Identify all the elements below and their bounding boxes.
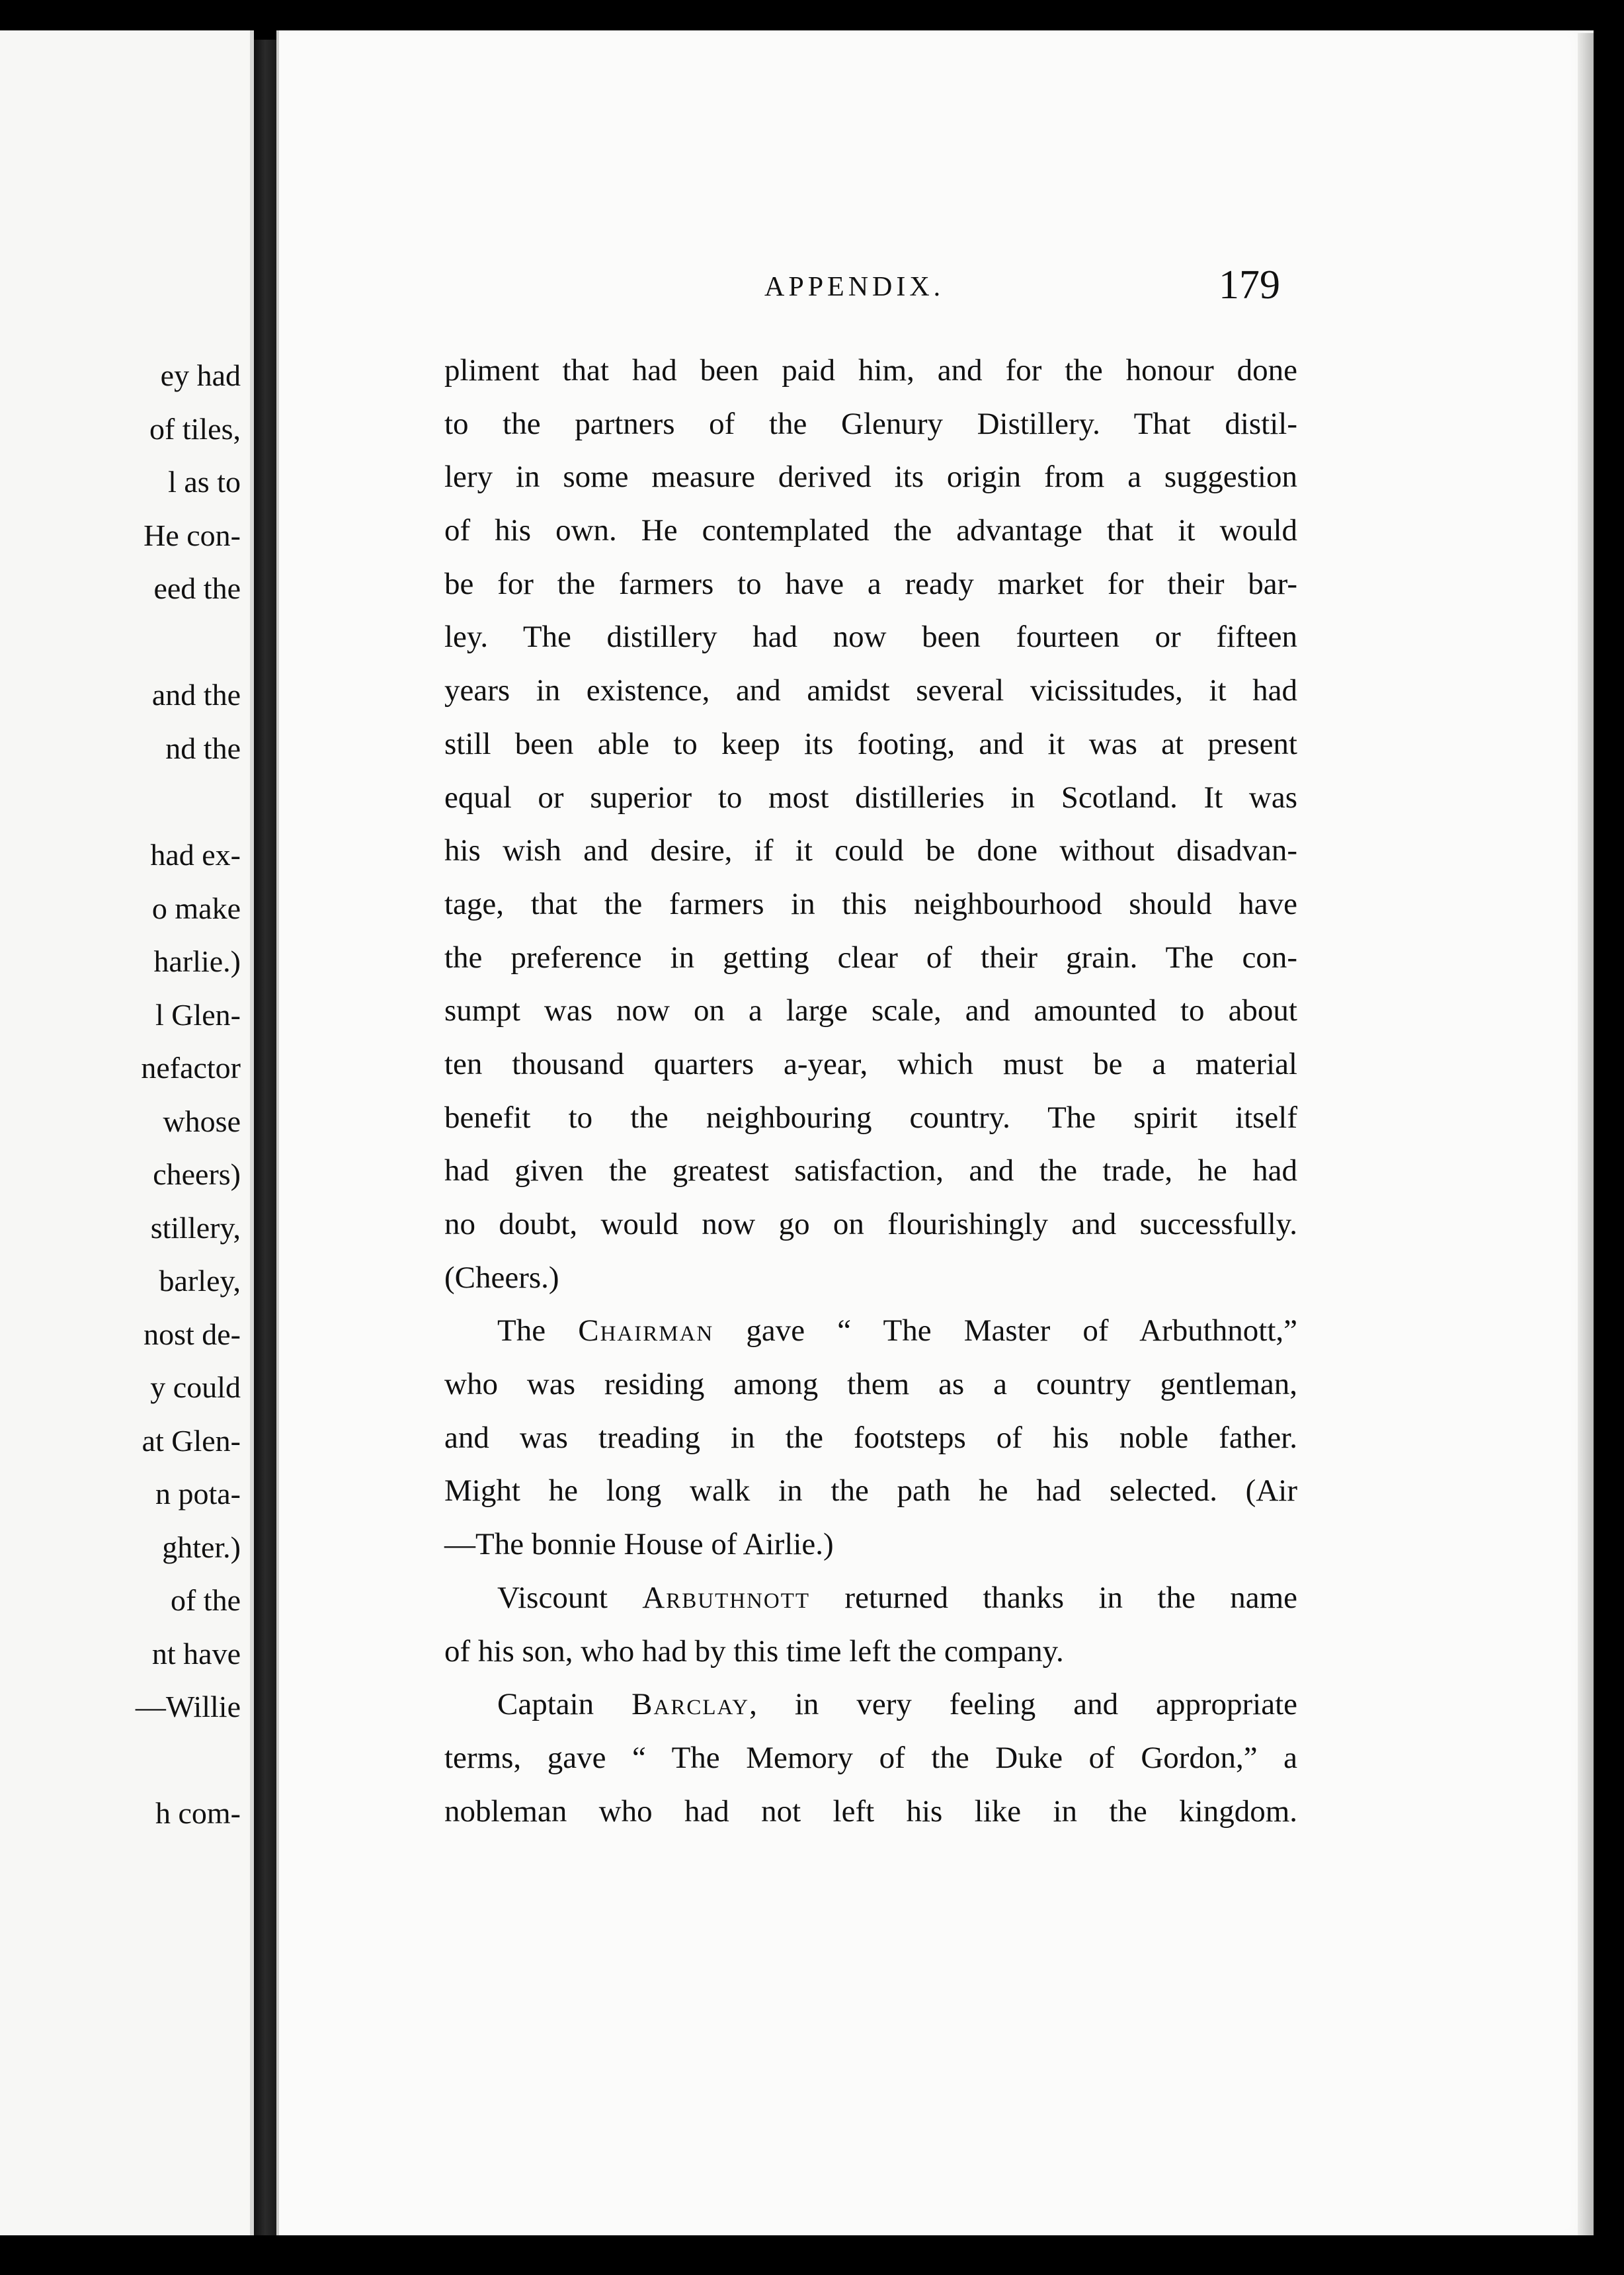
speaker-name: Chairman	[578, 1313, 714, 1348]
paragraph-first-line	[444, 1678, 1297, 1731]
left-line: eed the	[153, 571, 241, 605]
paragraph-first-line	[444, 1571, 1297, 1625]
left-line: at Glen-	[142, 1424, 241, 1458]
text-line: terms, gave “ The Memory of the Duke of Gordon,” a	[444, 1740, 1297, 1775]
left-line: n pota-	[155, 1477, 241, 1510]
text-line: sumpt was now on a large scale, and amounted to about	[444, 993, 1297, 1028]
scan-border-right	[1594, 26, 1624, 2275]
book-gutter	[254, 40, 276, 2235]
text-line: pliment that had been paid him, and for the honour done	[444, 353, 1297, 388]
left-line: of tiles,	[149, 412, 241, 446]
left-line: harlie.)	[153, 944, 241, 978]
text-line: tage, that the farmers in this neighbourhood should have	[444, 886, 1297, 921]
text-line: of his son, who had by this time left the company.	[444, 1634, 1064, 1669]
text-line: lery in some measure derived its origin from a suggestion	[444, 460, 1297, 495]
text-line: of his own. He contemplated the advantage that it would	[444, 513, 1297, 548]
text-line: (Cheers.)	[444, 1260, 559, 1295]
scan-border-bottom	[0, 2235, 1624, 2275]
left-line: nefactor	[141, 1051, 241, 1085]
running-head: APPENDIX.	[764, 272, 945, 302]
text-fragment: Captain	[497, 1687, 632, 1722]
left-line: o make	[151, 891, 241, 925]
left-line: h com-	[155, 1796, 241, 1830]
text-line: be for the farmers to have a ready market for their bar-	[444, 566, 1297, 601]
page-number: 179	[1219, 263, 1280, 308]
left-line: ey had	[160, 358, 241, 392]
text-line: no doubt, would now go on flourishingly and successfully.	[444, 1207, 1297, 1241]
left-page	[0, 30, 254, 2235]
text-line: ley. The distillery had now been fourteen or fifteen	[444, 620, 1297, 655]
left-line: cheers)	[153, 1157, 241, 1191]
text-line: the preference in getting clear of their grain. The con-	[444, 940, 1297, 975]
speaker-name: Barclay	[631, 1687, 750, 1722]
text-fragment: The	[497, 1313, 579, 1348]
left-line: of the	[170, 1583, 241, 1617]
text-fragment: Viscount	[497, 1580, 643, 1615]
left-line: nd the	[165, 731, 241, 765]
left-line: l Glen-	[155, 998, 241, 1032]
left-line: whose	[163, 1104, 241, 1138]
text-line: to the partners of the Glenury Distillery. That distil-	[444, 406, 1297, 441]
text-fragment: gave “ The Master of Arbuthnott,”	[713, 1313, 1297, 1348]
text-line: equal or superior to most distilleries in Scotland. It was	[444, 780, 1297, 815]
text-line: —The bonnie House of Airlie.)	[444, 1527, 834, 1562]
left-line: He con-	[143, 518, 241, 552]
text-line: his wish and desire, if it could be done without disadvan-	[444, 833, 1297, 868]
page-header	[764, 262, 1280, 315]
left-line: nost de-	[143, 1317, 241, 1351]
left-line: y could	[150, 1370, 241, 1404]
body-text	[444, 344, 1297, 1838]
text-line: and was treading in the footsteps of his noble father.	[444, 1420, 1297, 1455]
paragraph-first-line	[444, 1304, 1297, 1358]
left-line: ghter.)	[162, 1530, 241, 1564]
text-line: benefit to the neighbouring country. The spirit itself	[444, 1100, 1297, 1135]
text-fragment: , in very feeling and appropriate	[749, 1687, 1298, 1722]
speaker-name: Arbuthnott	[642, 1580, 811, 1615]
text-line: had given the greatest satisfaction, and the trade, he had	[444, 1153, 1297, 1188]
page-edge	[1578, 33, 1594, 2235]
text-line: who was residing among them as a country gentleman,	[444, 1367, 1297, 1402]
text-line: Might he long walk in the path he had selected. (Air	[444, 1473, 1297, 1509]
text-line: nobleman who had not left his like in the kingdom.	[444, 1794, 1297, 1829]
text-line: still been able to keep its footing, and it was at present	[444, 726, 1297, 761]
scan-border-top	[0, 0, 1624, 30]
left-line: l as to	[168, 465, 241, 499]
left-line: stillery,	[150, 1211, 241, 1245]
left-line: nt have	[151, 1637, 241, 1671]
left-line: and the	[151, 678, 241, 712]
text-fragment: returned thanks in the name	[810, 1580, 1297, 1615]
text-line: years in existence, and amidst several vicissitudes, it had	[444, 673, 1297, 708]
text-line: ten thousand quarters a-year, which must be a material	[444, 1046, 1297, 1081]
left-line: had ex-	[150, 838, 241, 872]
left-line: barley,	[159, 1264, 241, 1298]
left-line: —Willie	[135, 1690, 241, 1723]
